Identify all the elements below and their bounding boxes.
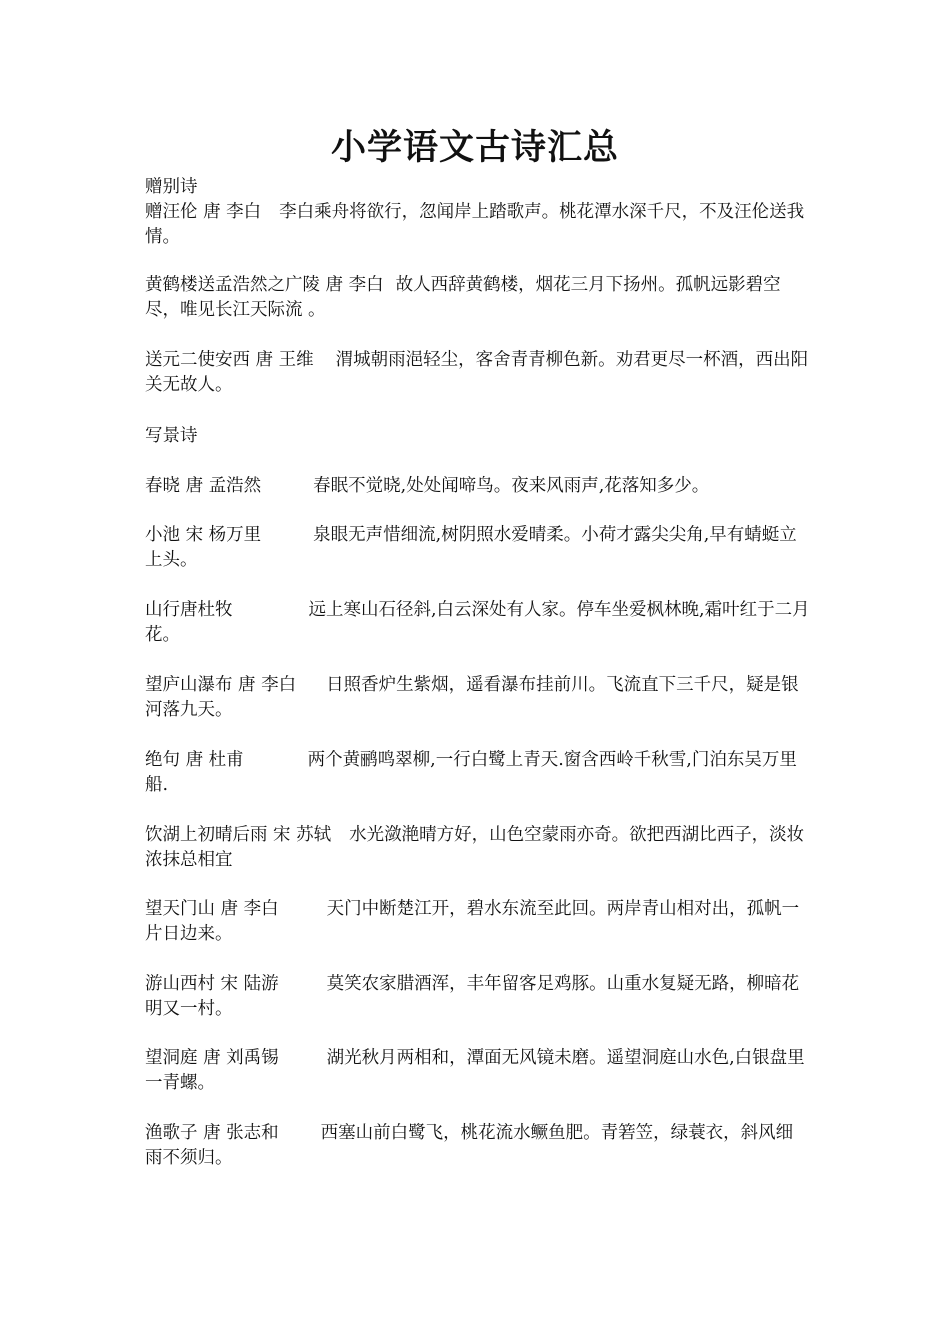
poem-entry [145, 200, 810, 250]
page-title: 小学语文古诗汇总 [330, 127, 619, 168]
poem-entry [145, 273, 810, 323]
poem-entry [145, 972, 810, 1022]
poem-entry [145, 897, 810, 947]
poem-text: 两个黄鹂鸣翠柳,一行白鹭上青天.窗含西岭千秋雪,门泊东吴万里船. [145, 750, 797, 795]
poem-text: 日照香炉生紫烟，遥看瀑布挂前川。飞流直下三千尺，疑是银河落九天。 [145, 675, 799, 720]
poem-entry [145, 673, 810, 723]
poem-title: 春晓 唐 孟浩然 [145, 476, 262, 496]
poem-title: 小池 宋 杨万里 [145, 525, 262, 545]
poem-text: 泉眼无声惜细流,树阴照水爱晴柔。小荷才露尖尖角,早有蜻蜓立上头。 [145, 525, 797, 570]
poem-title: 送元二使安西 唐 王维 [145, 350, 314, 370]
poem-entry [145, 823, 810, 873]
poem-text: 水光潋滟晴方好，山色空蒙雨亦奇。欲把西湖比西子，淡妆浓抹总相宜 [145, 825, 805, 870]
section-heading-farewell: 赠别诗 [145, 177, 198, 197]
poem-entry [145, 348, 810, 398]
poem-title: 山行唐杜牧 [145, 600, 233, 620]
poem-entry [145, 474, 810, 499]
poem-text: 春眠不觉晓,处处闻啼鸟。夜来风雨声,花落知多少。 [313, 476, 710, 496]
poem-text: 天门中断楚江开，碧水东流至此回。两岸青山相对出，孤帆一片日边来。 [145, 899, 800, 944]
poem-entry [145, 748, 810, 798]
poem-title: 饮湖上初晴后雨 宋 苏轼 [145, 825, 332, 845]
poem-entry [145, 1121, 810, 1171]
poem-title: 望洞庭 唐 刘禹锡 [145, 1048, 279, 1068]
poem-text: 西塞山前白鹭飞，桃花流水鳜鱼肥。青箬笠，绿蓑衣，斜风细雨不须归。 [145, 1123, 794, 1168]
poem-title: 绝句 唐 杜甫 [145, 750, 244, 770]
poem-text: 湖光秋月两相和，潭面无风镜未磨。遥望洞庭山水色,白银盘里一青螺。 [145, 1048, 805, 1093]
poem-text: 远上寒山石径斜,白云深处有人家。停车坐爱枫林晚,霜叶红于二月花。 [145, 600, 810, 645]
poem-title: 望天门山 唐 李白 [145, 899, 279, 919]
poem-text: 李白乘舟将欲行，忽闻岸上踏歌声。桃花潭水深千尺，不及汪伦送我情。 [145, 202, 805, 247]
poem-text: 莫笑农家腊酒浑，丰年留客足鸡豚。山重水复疑无路，柳暗花明又一村。 [145, 974, 800, 1019]
poem-title: 黄鹤楼送孟浩然之广陵 唐 李白 [145, 275, 384, 295]
poem-title: 游山西村 宋 陆游 [145, 974, 279, 994]
poem-title: 望庐山瀑布 唐 李白 [145, 675, 297, 695]
poem-text: 故人西辞黄鹤楼，烟花三月下扬州。孤帆远影碧空尽，唯见长江天际流 。 [145, 275, 781, 320]
poem-entry [145, 523, 810, 573]
poem-entry [145, 1046, 810, 1096]
poem-text: 渭城朝雨浥轻尘，客舍青青柳色新。劝君更尽一杯酒，西出阳关无故人。 [145, 350, 809, 395]
poem-title: 渔歌子 唐 张志和 [145, 1123, 279, 1143]
poem-entry [145, 598, 810, 648]
poem-title: 赠汪伦 唐 李白 [145, 202, 262, 222]
section-heading-scenery: 写景诗 [145, 426, 198, 446]
